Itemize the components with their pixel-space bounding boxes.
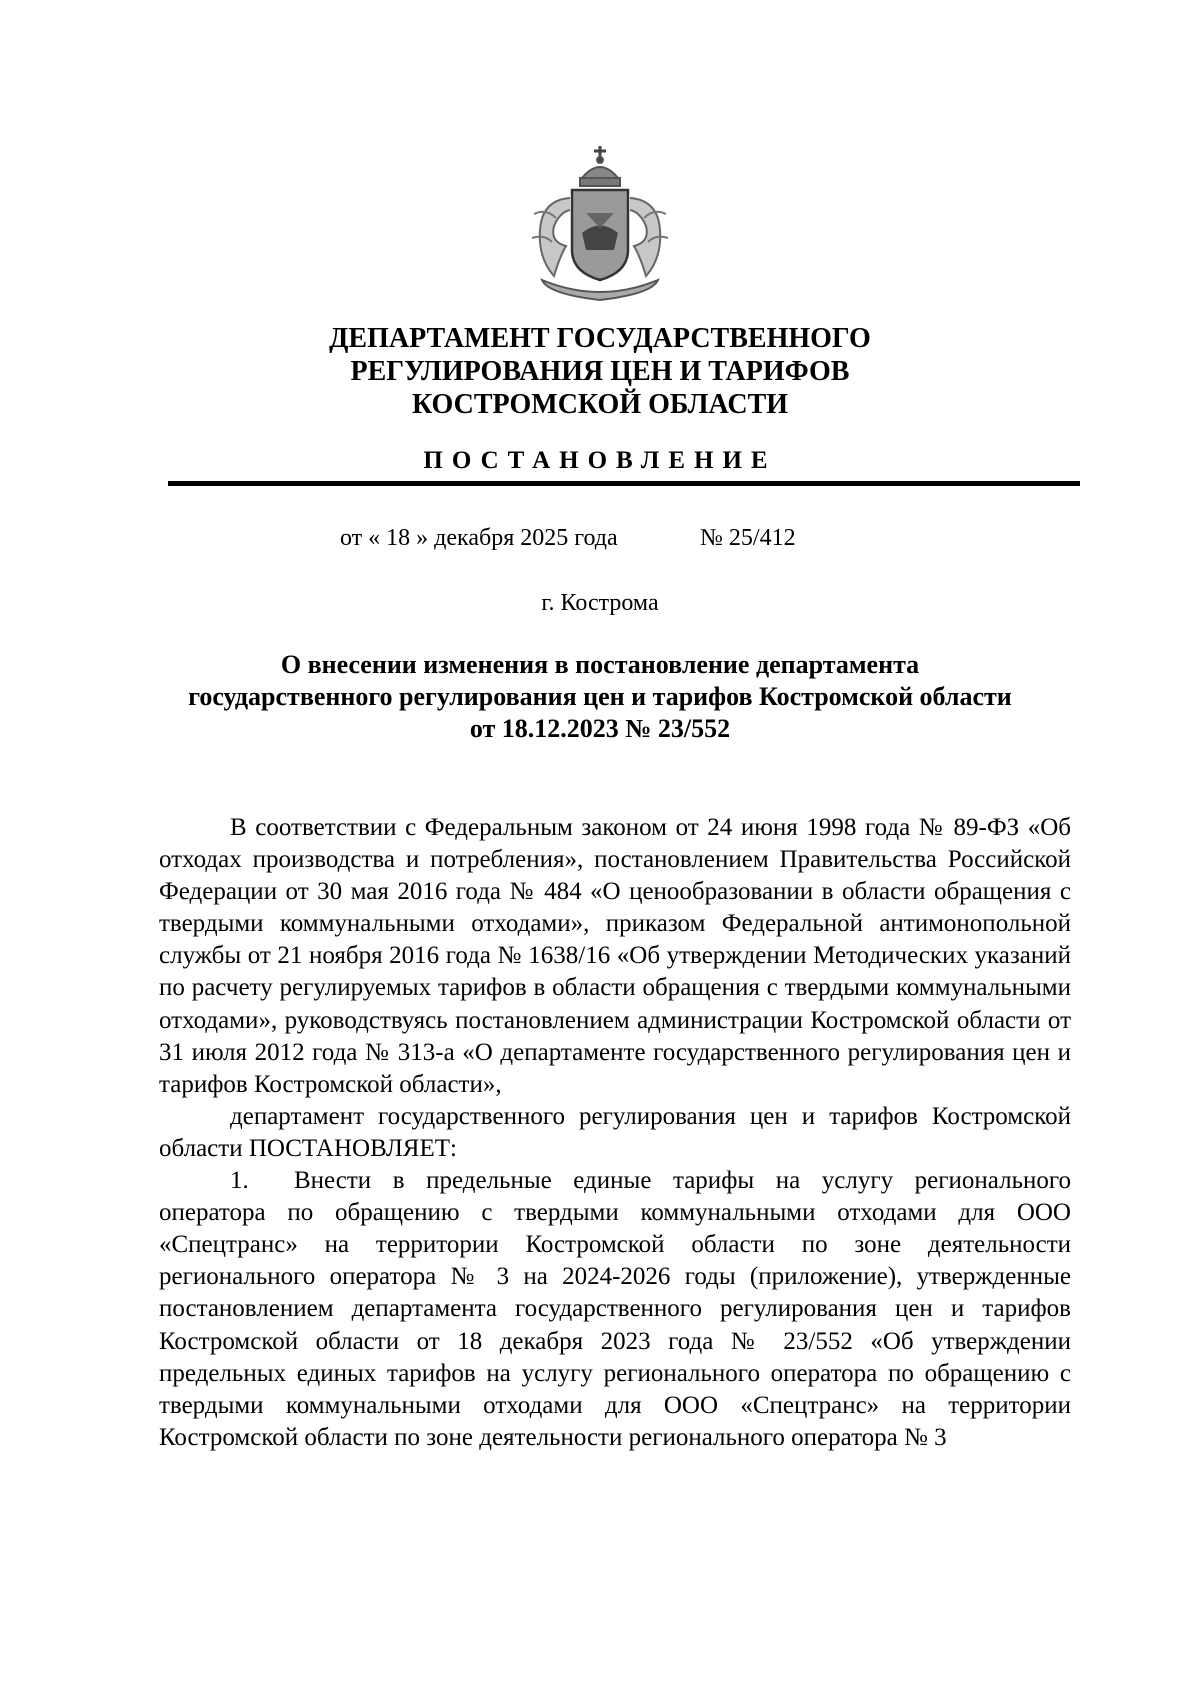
issuer-line-2: РЕГУЛИРОВАНИЯ ЦЕН И ТАРИФОВ [350,356,850,387]
item-1-paragraph [159,1165,1071,1454]
resolution-paragraph: департамент государственного регулирования цен и тарифов Костромской области ПОСТАНОВЛЯЕТ: [159,1102,1071,1162]
item-1-text: Внести в предельные единые тарифы на услугу регионального оператора по обращению с твердыми коммунальными отходами для ООО «Спецтранс» на территории Костромской области по зоне деятельности регионального оператора № 3 на 2024-2026 годы (приложение), утвержденные постановлением департамента государственного регулирования цен и тарифов Костромской области от 18 декабря 2023 года № 23/552 «Об утверждении предельных единых тарифов на услугу регионального оператора по обращению с твердыми коммунальными отходами для ООО «Спецтранс» на территории Костромской области по зоне деятельности регионального оператора № 3 [159,1167,1071,1451]
issuer-line-1: ДЕПАРТАМЕНТ ГОСУДАРСТВЕННОГО [329,323,871,354]
issuer-header [150,322,1050,421]
document-body [159,812,1071,1454]
title-line-2: государственного регулирования цен и тарифов Костромской области [188,682,1012,711]
title-line-1: О внесении изменения в постановление департамента [280,650,920,679]
header-divider [168,481,1080,486]
item-1-number: 1. [230,1167,249,1195]
document-city: г. Кострома [541,590,659,616]
title-line-3: от 18.12.2023 № 23/552 [469,714,731,743]
document-title [150,649,1050,745]
document-type: ПОСТАНОВЛЕНИЕ [423,447,777,474]
document-date: от « 18 » декабря 2025 года [340,525,618,551]
preamble-paragraph: В соответствии с Федеральным законом от 24 июня 1998 года № 89-ФЗ «Об отходах производства и потребления», постановлением Правительства Российской Федерации от 30 мая 2016 года № 484 «О ценообразовании в области обращения с твердыми коммунальными отходами», приказом Федеральной антимонопольной службы от 21 ноября 2016 года № 1638/16 «Об утверждении Методических указаний по расчету регулируемых тарифов в области обращения с твердыми коммунальными отходами», руководствуясь постановлением администрации Костромской области от 31 июля 2012 года № 313-а «О департаменте государственного регулирования цен и тарифов Костромской области», [159,814,1071,1098]
coat-of-arms-emblem [520,138,680,308]
document-number: № 25/412 [700,525,796,551]
issuer-line-3: КОСТРОМСКОЙ ОБЛАСТИ [411,389,789,420]
